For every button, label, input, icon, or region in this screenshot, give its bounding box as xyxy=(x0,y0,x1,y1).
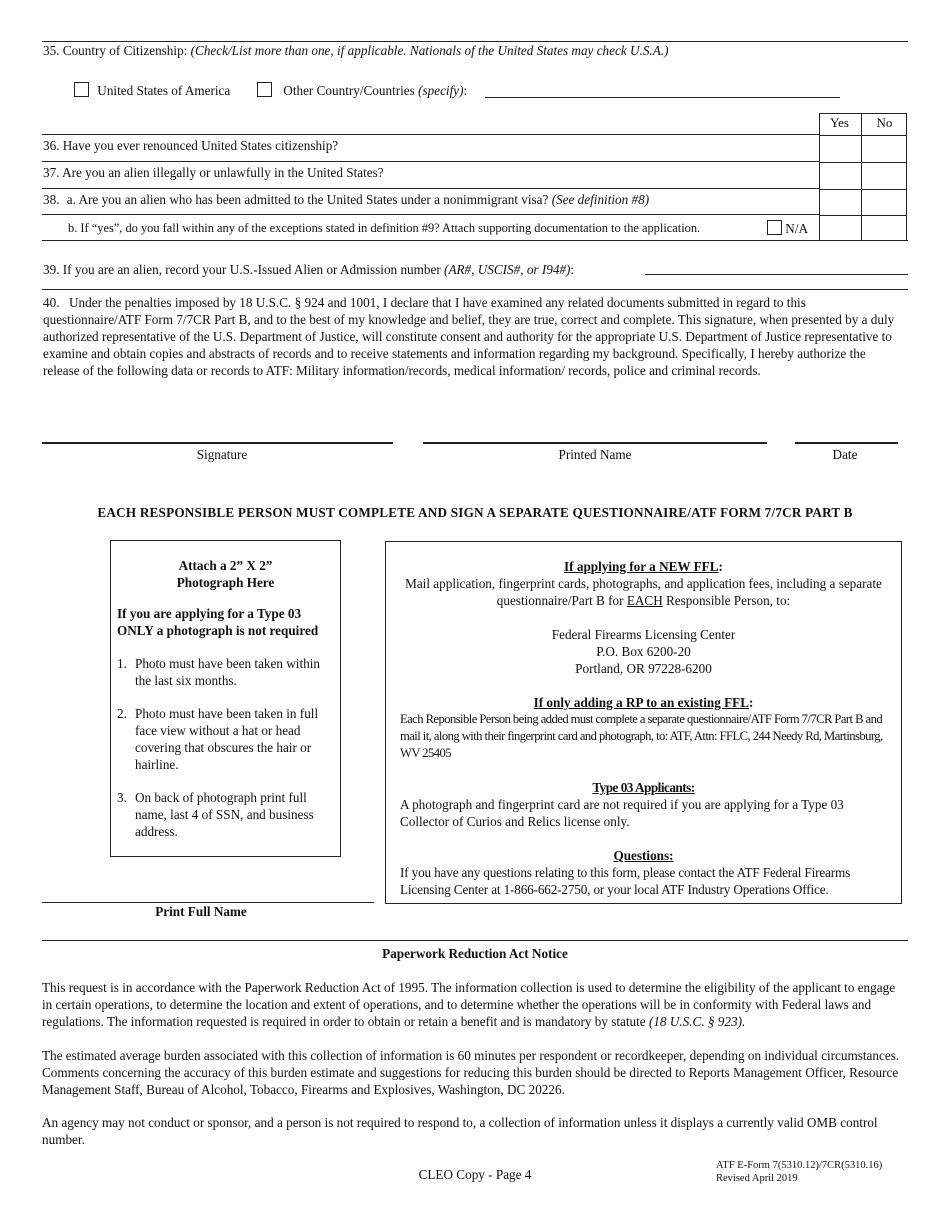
print-full-name-field[interactable] xyxy=(42,902,374,903)
rp-heading: If only adding a RP to an existing FFL xyxy=(533,695,750,710)
usa-checkbox[interactable] xyxy=(74,82,89,97)
q40-text: Under the penalties imposed by 18 U.S.C. § 924 and 1001, I declare that I have examined any related documents submitted in regard to this questionnaire/ATF Form 7/7CR Part B, and to the best of my knowledge and belief, they are true, correct and complete. This signature, when presented by a duly authorized representative of the U.S. Department of Justice, will constitute consent and authority for the appropriate U.S. Department of Justice representative to examine and obtain copies and abstracts of records and to receive statements and information regarding my background. Specifically, I hereby authorize the release of the following data or records to ATF: Military information/records, medical information/ records, police and criminal records. xyxy=(43,295,895,378)
q36-no-cell[interactable] xyxy=(862,135,906,161)
photo-item-3-text: On back of photograph print full name, last 4 of SSN, and business address. xyxy=(135,790,314,839)
q39-text: If you are an alien, record your U.S.-Issued Alien or Admission number xyxy=(62,262,441,277)
q37-text: Are you an alien illegally or unlawfully in the United States? xyxy=(62,165,384,180)
type03-text: A photograph and fingerprint card are not required if you are applying for a Type 03 Collector of Curios and Relics license only. xyxy=(400,797,844,829)
address-line-2: P.O. Box 6200-20 xyxy=(596,644,691,659)
q38a-note: (See definition #8) xyxy=(551,192,650,207)
other-country-field[interactable] xyxy=(485,97,840,98)
questions-heading: Questions: xyxy=(613,848,674,863)
paperwork-heading: Paperwork Reduction Act Notice xyxy=(382,946,568,961)
photo-item-3-num: 3. xyxy=(117,790,127,805)
other-country-specify: (specify) xyxy=(418,83,464,98)
q38b-yes-cell[interactable] xyxy=(820,215,860,240)
address-line-3: Portland, OR 97228-6200 xyxy=(575,661,712,676)
q38a-text: Are you an alien who has been admitted to the United States under a nonimmigrant visa? xyxy=(78,192,549,207)
q39-number: 39. xyxy=(43,262,60,277)
date-label: Date xyxy=(832,447,858,462)
photo-title-line1: Attach a 2” X 2” xyxy=(178,558,273,573)
mailing-instructions-box: If applying for a NEW FFL: Mail application, fingerprint cards, photographs, and application fees, including a separate questionnaire/Part B for EACH Responsible Person, to: Federal Firearms Licensing Center P.O. Box 6200-20 Portland, OR 97228-6200 If only adding a RP to an existing FFL: Each Reponsible Person being added must complete a separate questionnaire/ATF Form 7/7CR Part B and mail it, along with their fingerprint card and photograph, to: ATF, Attn: FFLC, 244 Needy Rd, Martinsburg, WV 25405 Type 03 Applicants: A photograph and fingerprint card are not required if you are applying for a Type 03 Collector of Curios and Relics license only. Questions: If you have any questions relating to this form, please contact the ATF Federal Firearms Licensing Center at 1-866-662-2750, or your local ATF Industry Operations Office. xyxy=(385,541,902,904)
signature-label: Signature xyxy=(196,447,248,462)
printed-name-label: Printed Name xyxy=(558,447,632,462)
q38a-no-cell[interactable] xyxy=(862,189,906,214)
address-line-1: Federal Firearms Licensing Center xyxy=(551,627,736,642)
print-full-name-label: Print Full Name xyxy=(155,904,247,919)
paperwork-para-1: This request is in accordance with the Paperwork Reduction Act of 1995. The information collection is used to determine the eligibility of the applicant to engage in certain operations, to determine the location and extent of operations, and to determine whether the operations will be in conformity with Federal laws and regulations. The information requested is required in order to obtain or retain a benefit and is mandatory by statute xyxy=(42,980,896,1029)
page-label: CLEO Copy - Page 4 xyxy=(418,1167,532,1182)
paperwork-para-2: The estimated average burden associated with this collection of information is 60 minutes per respondent or recordkeeper, depending on individual circumstances. Comments concerning the accuracy of this burden estimate and suggestions for reducing this burden should be directed to Reports Management Officer, Resource Management Staff, Bureau of Alcohol, Tobacco, Firearms and Explosives, Washington, DC 20226. xyxy=(42,1048,900,1097)
new-ffl-each: EACH xyxy=(626,593,663,608)
photo-title-line2: Photograph Here xyxy=(176,575,275,590)
form-id: ATF E-Form 7(5310.12)/7CR(5310.16) xyxy=(716,1160,883,1171)
responsible-person-heading: EACH RESPONSIBLE PERSON MUST COMPLETE AND SIGN A SEPARATE QUESTIONNAIRE/ATF FORM 7/7CR PART B xyxy=(97,505,853,520)
q40-number: 40. xyxy=(43,295,60,310)
photo-box xyxy=(110,540,341,857)
photo-item-2-num: 2. xyxy=(117,706,127,721)
q36-number: 36. xyxy=(43,138,60,153)
q38b-na-label: N/A xyxy=(785,221,809,236)
q36-text: Have you ever renounced United States citizenship? xyxy=(62,138,339,153)
signature-field[interactable] xyxy=(42,442,393,444)
photo-item-1-text: Photo must have been taken within the last six months. xyxy=(135,656,320,688)
q37-yes-cell[interactable] xyxy=(820,162,860,188)
q39-note: (AR#, USCIS#, or I94#) xyxy=(444,262,571,277)
no-header: No xyxy=(876,115,893,130)
photo-type03-note: If you are applying for a Type 03 ONLY a photograph is not required xyxy=(117,606,319,638)
questions-text: If you have any questions relating to this form, please contact the ATF Federal Firearms Licensing Center at 1-866-662-2750, or your local ATF Industry Operations Office. xyxy=(400,865,851,897)
q35-line xyxy=(43,43,668,59)
q38b-sub: b. xyxy=(68,221,78,235)
paperwork-para-1-citation: (18 U.S.C. § 923). xyxy=(648,1014,746,1029)
q38a-yes-cell[interactable] xyxy=(820,189,860,214)
rp-text: Each Reponsible Person being added must complete a separate questionnaire/ATF Form 7/7CR Part B and mail it, along with their fingerprint card and photograph, to: ATF, Attn: FFLC, 244 Needy Rd, Martinsburg, WV 25405 xyxy=(400,712,883,760)
q38b-na-checkbox[interactable] xyxy=(767,220,782,235)
type03-heading: Type 03 Applicants: xyxy=(592,780,695,795)
new-ffl-text-b: Responsible Person, to: xyxy=(662,593,791,608)
photo-item-1-num: 1. xyxy=(117,656,127,671)
date-field[interactable] xyxy=(795,442,898,444)
revised-date: Revised April 2019 xyxy=(716,1173,798,1184)
other-country-label: Other Country/Countries xyxy=(283,83,415,98)
q38b-no-cell[interactable] xyxy=(862,215,906,240)
alien-number-field[interactable] xyxy=(645,274,908,275)
yes-header: Yes xyxy=(830,115,849,130)
q38-number: 38. xyxy=(43,192,60,207)
other-country-checkbox[interactable] xyxy=(257,82,272,97)
printed-name-field[interactable] xyxy=(423,442,767,444)
q35-instruction: (Check/List more than one, if applicable. Nationals of the United States may check U.S.A.) xyxy=(190,43,669,58)
q36-yes-cell[interactable] xyxy=(820,135,860,161)
paperwork-para-3: An agency may not conduct or sponsor, and a person is not required to respond to, a collection of information unless it displays a currently valid OMB control number. xyxy=(42,1115,878,1147)
q37-number: 37. xyxy=(43,165,60,180)
new-ffl-heading: If applying for a NEW FFL xyxy=(564,559,719,574)
new-ffl-text-a: Mail application, fingerprint cards, photographs, and application fees, including a separate questionnaire/Part B for xyxy=(405,576,882,608)
q38b-text: If “yes”, do you fall within any of the exceptions stated in definition #9? Attach supporting documentation to the application. xyxy=(80,221,701,235)
q37-no-cell[interactable] xyxy=(862,162,906,188)
usa-option-label: United States of America xyxy=(97,83,231,98)
photo-item-2-text: Photo must have been taken in full face view without a hat or head covering that obscures the hair or hairline. xyxy=(135,706,319,772)
q35-number: 35. xyxy=(43,43,60,58)
q35-label: Country of Citizenship: xyxy=(62,43,188,58)
q38a-sub: a. xyxy=(66,192,76,207)
